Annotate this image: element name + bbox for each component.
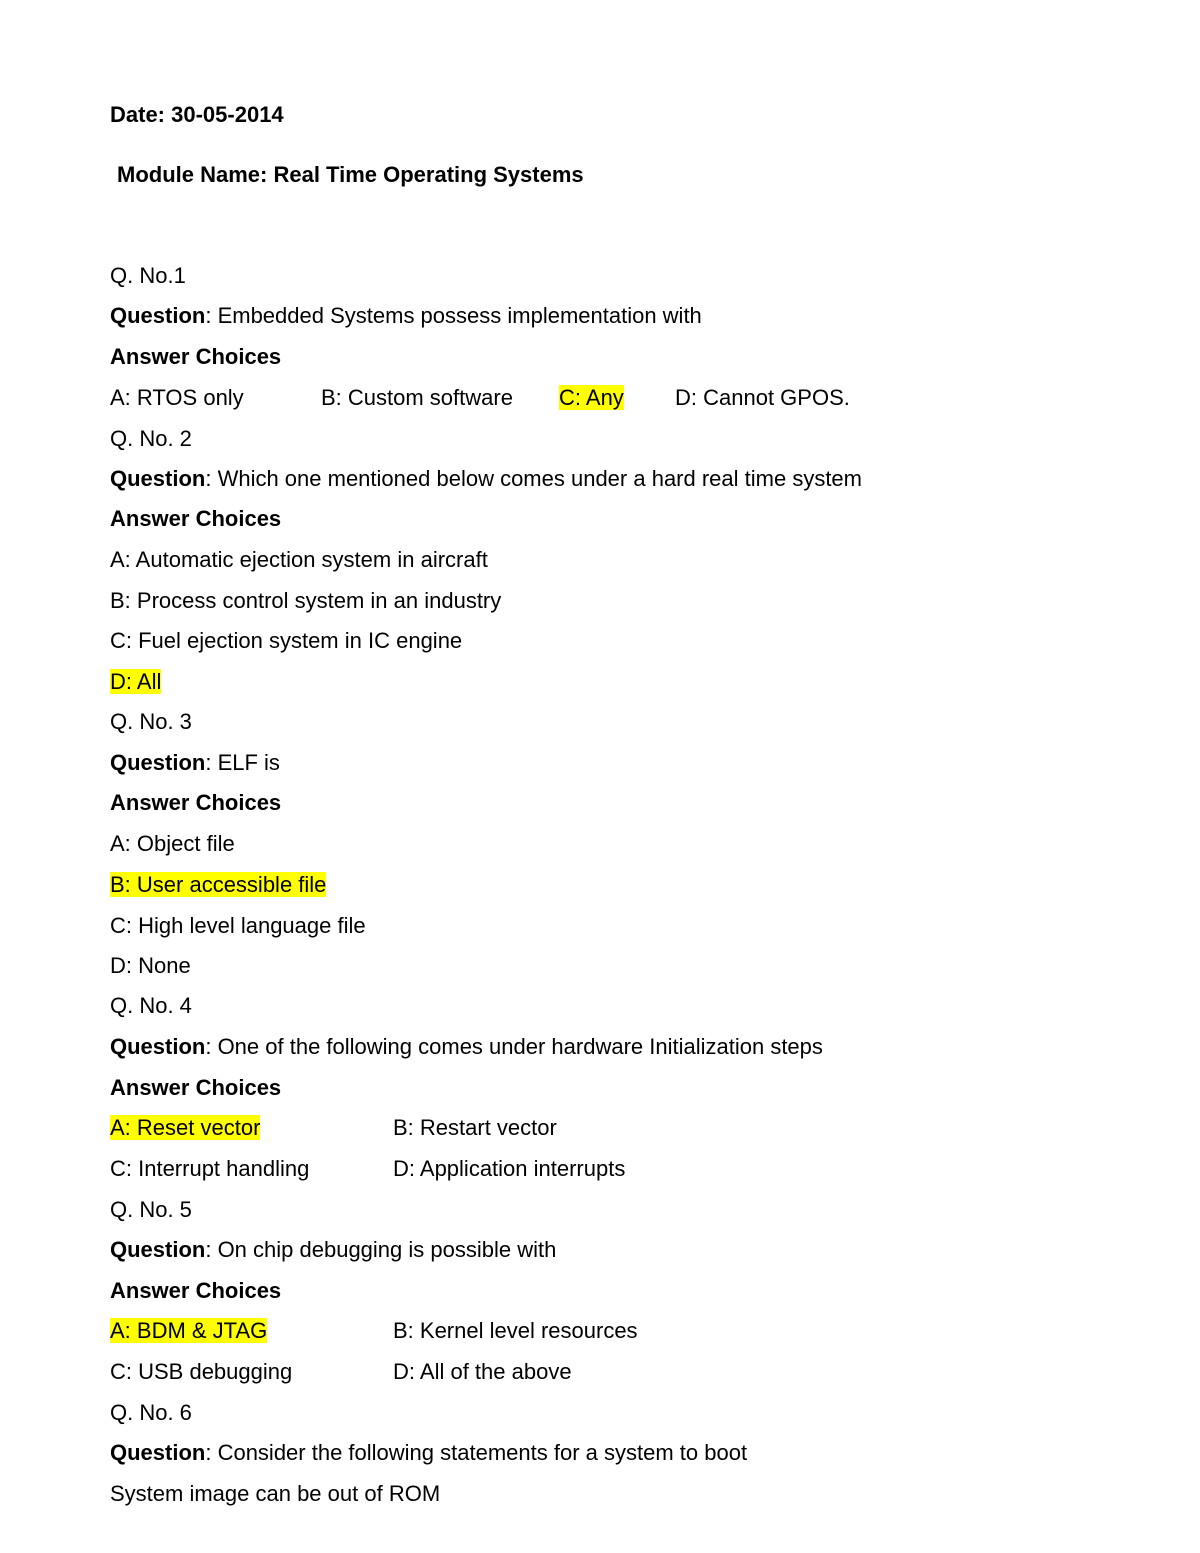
q1-choice-d: D: Cannot GPOS. (675, 385, 850, 410)
question-label: Question (110, 303, 206, 328)
q3-choice-b-highlighted: B: User accessible file (110, 872, 327, 897)
q2-choice-c: C: Fuel ejection system in IC engine (110, 628, 463, 653)
q3-choice-a: A: Object file (110, 831, 235, 856)
q2-choice-a: A: Automatic ejection system in aircraft (110, 547, 488, 572)
q1-choice-a: A: RTOS only (110, 385, 244, 410)
q1-choice-b: B: Custom software (321, 385, 513, 410)
q4-answer-choices-label: Answer Choices (110, 1075, 282, 1100)
date-line: Date: 30-05-2014 (110, 102, 284, 127)
q4-choice-c: C: Interrupt handling (110, 1156, 310, 1181)
question-label: Question (110, 1440, 206, 1465)
q2-answer-choices-label: Answer Choices (110, 506, 282, 531)
q3-choice-c: C: High level language file (110, 913, 366, 938)
q1-choice-c-highlighted: C: Any (559, 385, 624, 410)
q4-number: Q. No. 4 (110, 993, 192, 1018)
q3-answer-choices-label: Answer Choices (110, 790, 282, 815)
q3-number: Q. No. 3 (110, 709, 192, 734)
question-label: Question (110, 750, 206, 775)
q5-question (110, 1236, 556, 1264)
q5-choice-d: D: All of the above (393, 1359, 572, 1384)
question-label: Question (110, 466, 206, 491)
q5-choice-b: B: Kernel level resources (393, 1318, 638, 1343)
q6-number: Q. No. 6 (110, 1400, 192, 1425)
q2-question-text: : Which one mentioned below comes under a hard real time system (205, 466, 862, 491)
q2-choice-b: B: Process control system in an industry (110, 588, 502, 613)
q2-choice-d-highlighted: D: All (110, 669, 162, 694)
q4-choice-d: D: Application interrupts (393, 1156, 626, 1181)
question-label: Question (110, 1237, 206, 1262)
q4-choice-a-highlighted: A: Reset vector (110, 1115, 261, 1140)
q5-choice-c: C: USB debugging (110, 1359, 293, 1384)
q1-number: Q. No.1 (110, 263, 186, 288)
q6-question-text: : Consider the following statements for a system to boot (205, 1440, 748, 1465)
q5-answer-choices-label: Answer Choices (110, 1278, 282, 1303)
q6-question (110, 1439, 747, 1467)
q4-question-text: : One of the following comes under hardware Initialization steps (205, 1034, 823, 1059)
q5-question-text: : On chip debugging is possible with (205, 1237, 557, 1262)
q1-question-text: : Embedded Systems possess implementation with (205, 303, 702, 328)
q3-question (110, 749, 280, 777)
q5-choice-a-highlighted: A: BDM & JTAG (110, 1318, 268, 1343)
q3-question-text: : ELF is (205, 750, 280, 775)
q4-question (110, 1033, 823, 1061)
q1-answer-choices-label: Answer Choices (110, 344, 282, 369)
question-label: Question (110, 1034, 206, 1059)
q4-choice-b: B: Restart vector (393, 1115, 557, 1140)
q3-choice-d: D: None (110, 953, 191, 978)
q6-statement: System image can be out of ROM (110, 1481, 441, 1506)
q1-question (110, 302, 702, 330)
q2-question (110, 465, 862, 493)
q5-number: Q. No. 5 (110, 1197, 192, 1222)
q2-number: Q. No. 2 (110, 426, 192, 451)
module-name-line: Module Name: Real Time Operating Systems (117, 162, 584, 187)
